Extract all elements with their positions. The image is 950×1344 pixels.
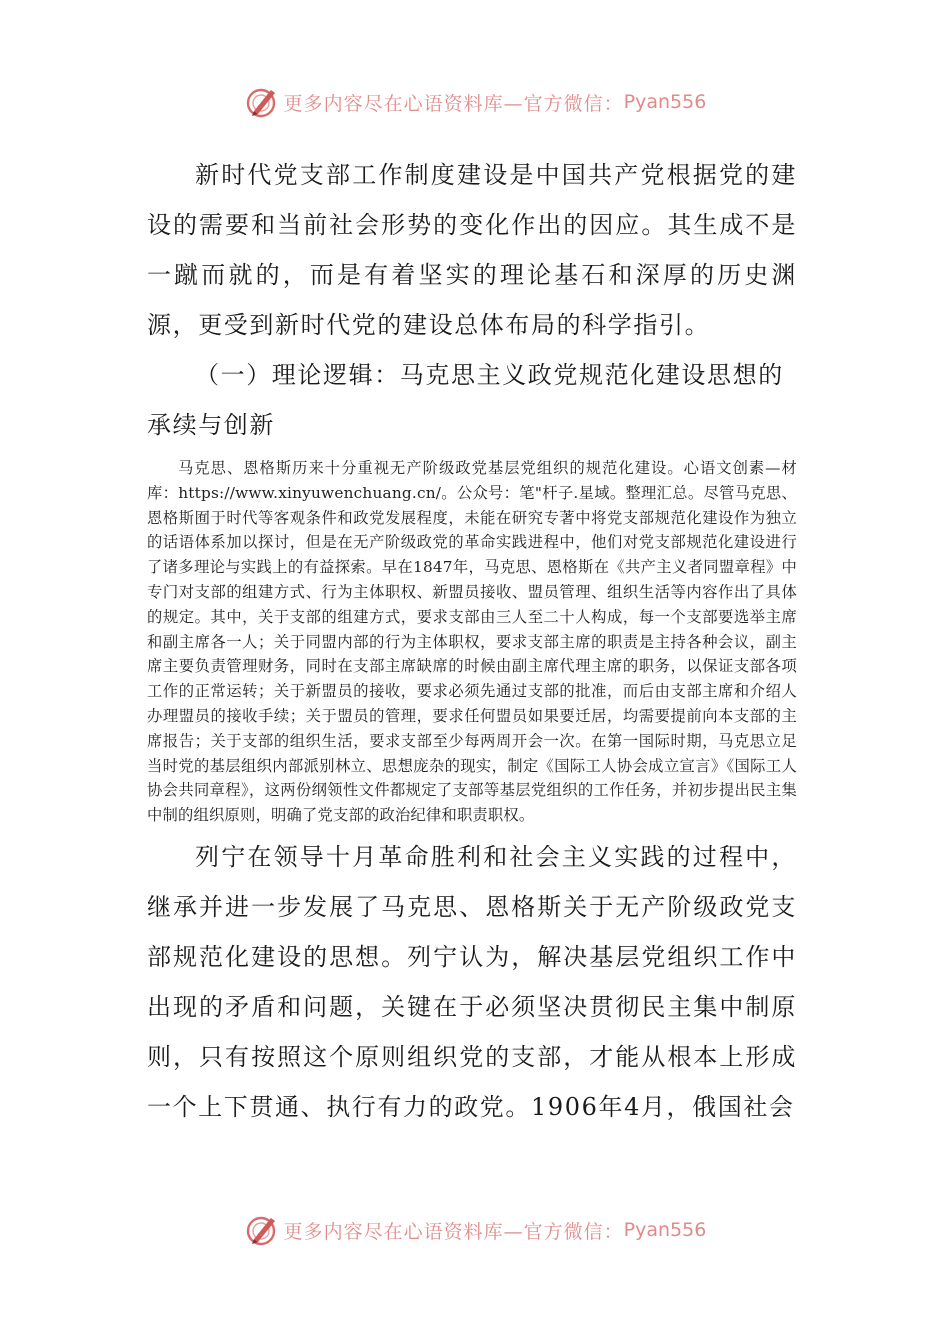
intro-paragraph: 新时代党支部工作制度建设是中国共产党根据党的建设的需要和当前社会形势的变化作出的因应。其生成不是一蹴而就的，而是有着坚实的理论基石和深厚的历史渊源，更受到新时代党的建设总体布局的科学指引。 bbox=[147, 161, 797, 339]
section-heading: （一）理论逻辑：马克思主义政党规范化建设思想的承续与创新 bbox=[147, 361, 784, 439]
marx-engels-paragraph: 马克思、恩格斯历来十分重视无产阶级政党基层党组织的规范化建设。心语文创素—材库：https://www.xinyuwenchuang.cn/。公众号：笔"杆子.星域。整理汇总。尽管马克思、恩格斯囿于时代等客观条件和政党发展程度，未能在研究专著中将党支部规范化建设作为独立的话语体系加以探讨，但是在无产阶级政党的革命实践进程中，他们对党支部规范化建设进行了诸多理论与实践上的有益探索。早在1847年，马克思、恩格斯在《共产主义者同盟章程》中专门对支部的组建方式、行为主体职权、新盟员接收、盟员管理、组织生活等内容作出了具体的规定。其中，关于支部的组建方式，要求支部由三人至二十人构成，每一个支部要选举主席和副主席各一人；关于同盟内部的行为主体职权，要求支部主席的职责是主持各种会议，副主席主要负责管理财务，同时在支部主席缺席的时候由副主席代理主席的职务，以保证支部各项工作的正常运转；关于新盟员的接收，要求必须先通过支部的批准，而后由支部主席和介绍人办理盟员的接收手续；关于盟员的管理，要求任何盟员如果要迁居，均需要提前向本支部的主席报告；关于支部的组织生活，要求支部至少每两周开会一次。在第一国际时期，马克思立足当时党的基层组织内部派别林立、思想庞杂的现实，制定《国际工人协会成立宣言》《国际工人协会共同章程》，这两份纲领性文件都规定了支部等基层党组织的工作任务，并初步提出民主集中制的组织原则，明确了党支部的政治纪律和职责职权。 bbox=[147, 459, 797, 825]
watermark-banner-bottom bbox=[0, 1208, 950, 1252]
watermark-banner-top bbox=[0, 80, 950, 124]
document-body bbox=[147, 150, 797, 1132]
watermark-wechat-id: Pyan556 bbox=[623, 91, 707, 113]
pen-circle-logo-icon bbox=[244, 84, 280, 120]
watermark-wechat-id: Pyan556 bbox=[623, 1219, 707, 1241]
watermark-text: 更多内容尽在心语资料库—官方微信： bbox=[283, 92, 624, 115]
watermark-text: 更多内容尽在心语资料库—官方微信： bbox=[283, 1220, 624, 1243]
pen-circle-logo-icon bbox=[244, 1212, 280, 1248]
lenin-paragraph: 列宁在领导十月革命胜利和社会主义实践的过程中，继承并进一步发展了马克思、恩格斯关于无产阶级政党支部规范化建设的思想。列宁认为，解决基层党组织工作中出现的矛盾和问题，关键在于必须坚决贯彻民主集中制原则，只有按照这个原则组织党的支部，才能从根本上形成一个上下贯通、执行有力的政党。1906年4月，俄国社会 bbox=[147, 842, 797, 1121]
